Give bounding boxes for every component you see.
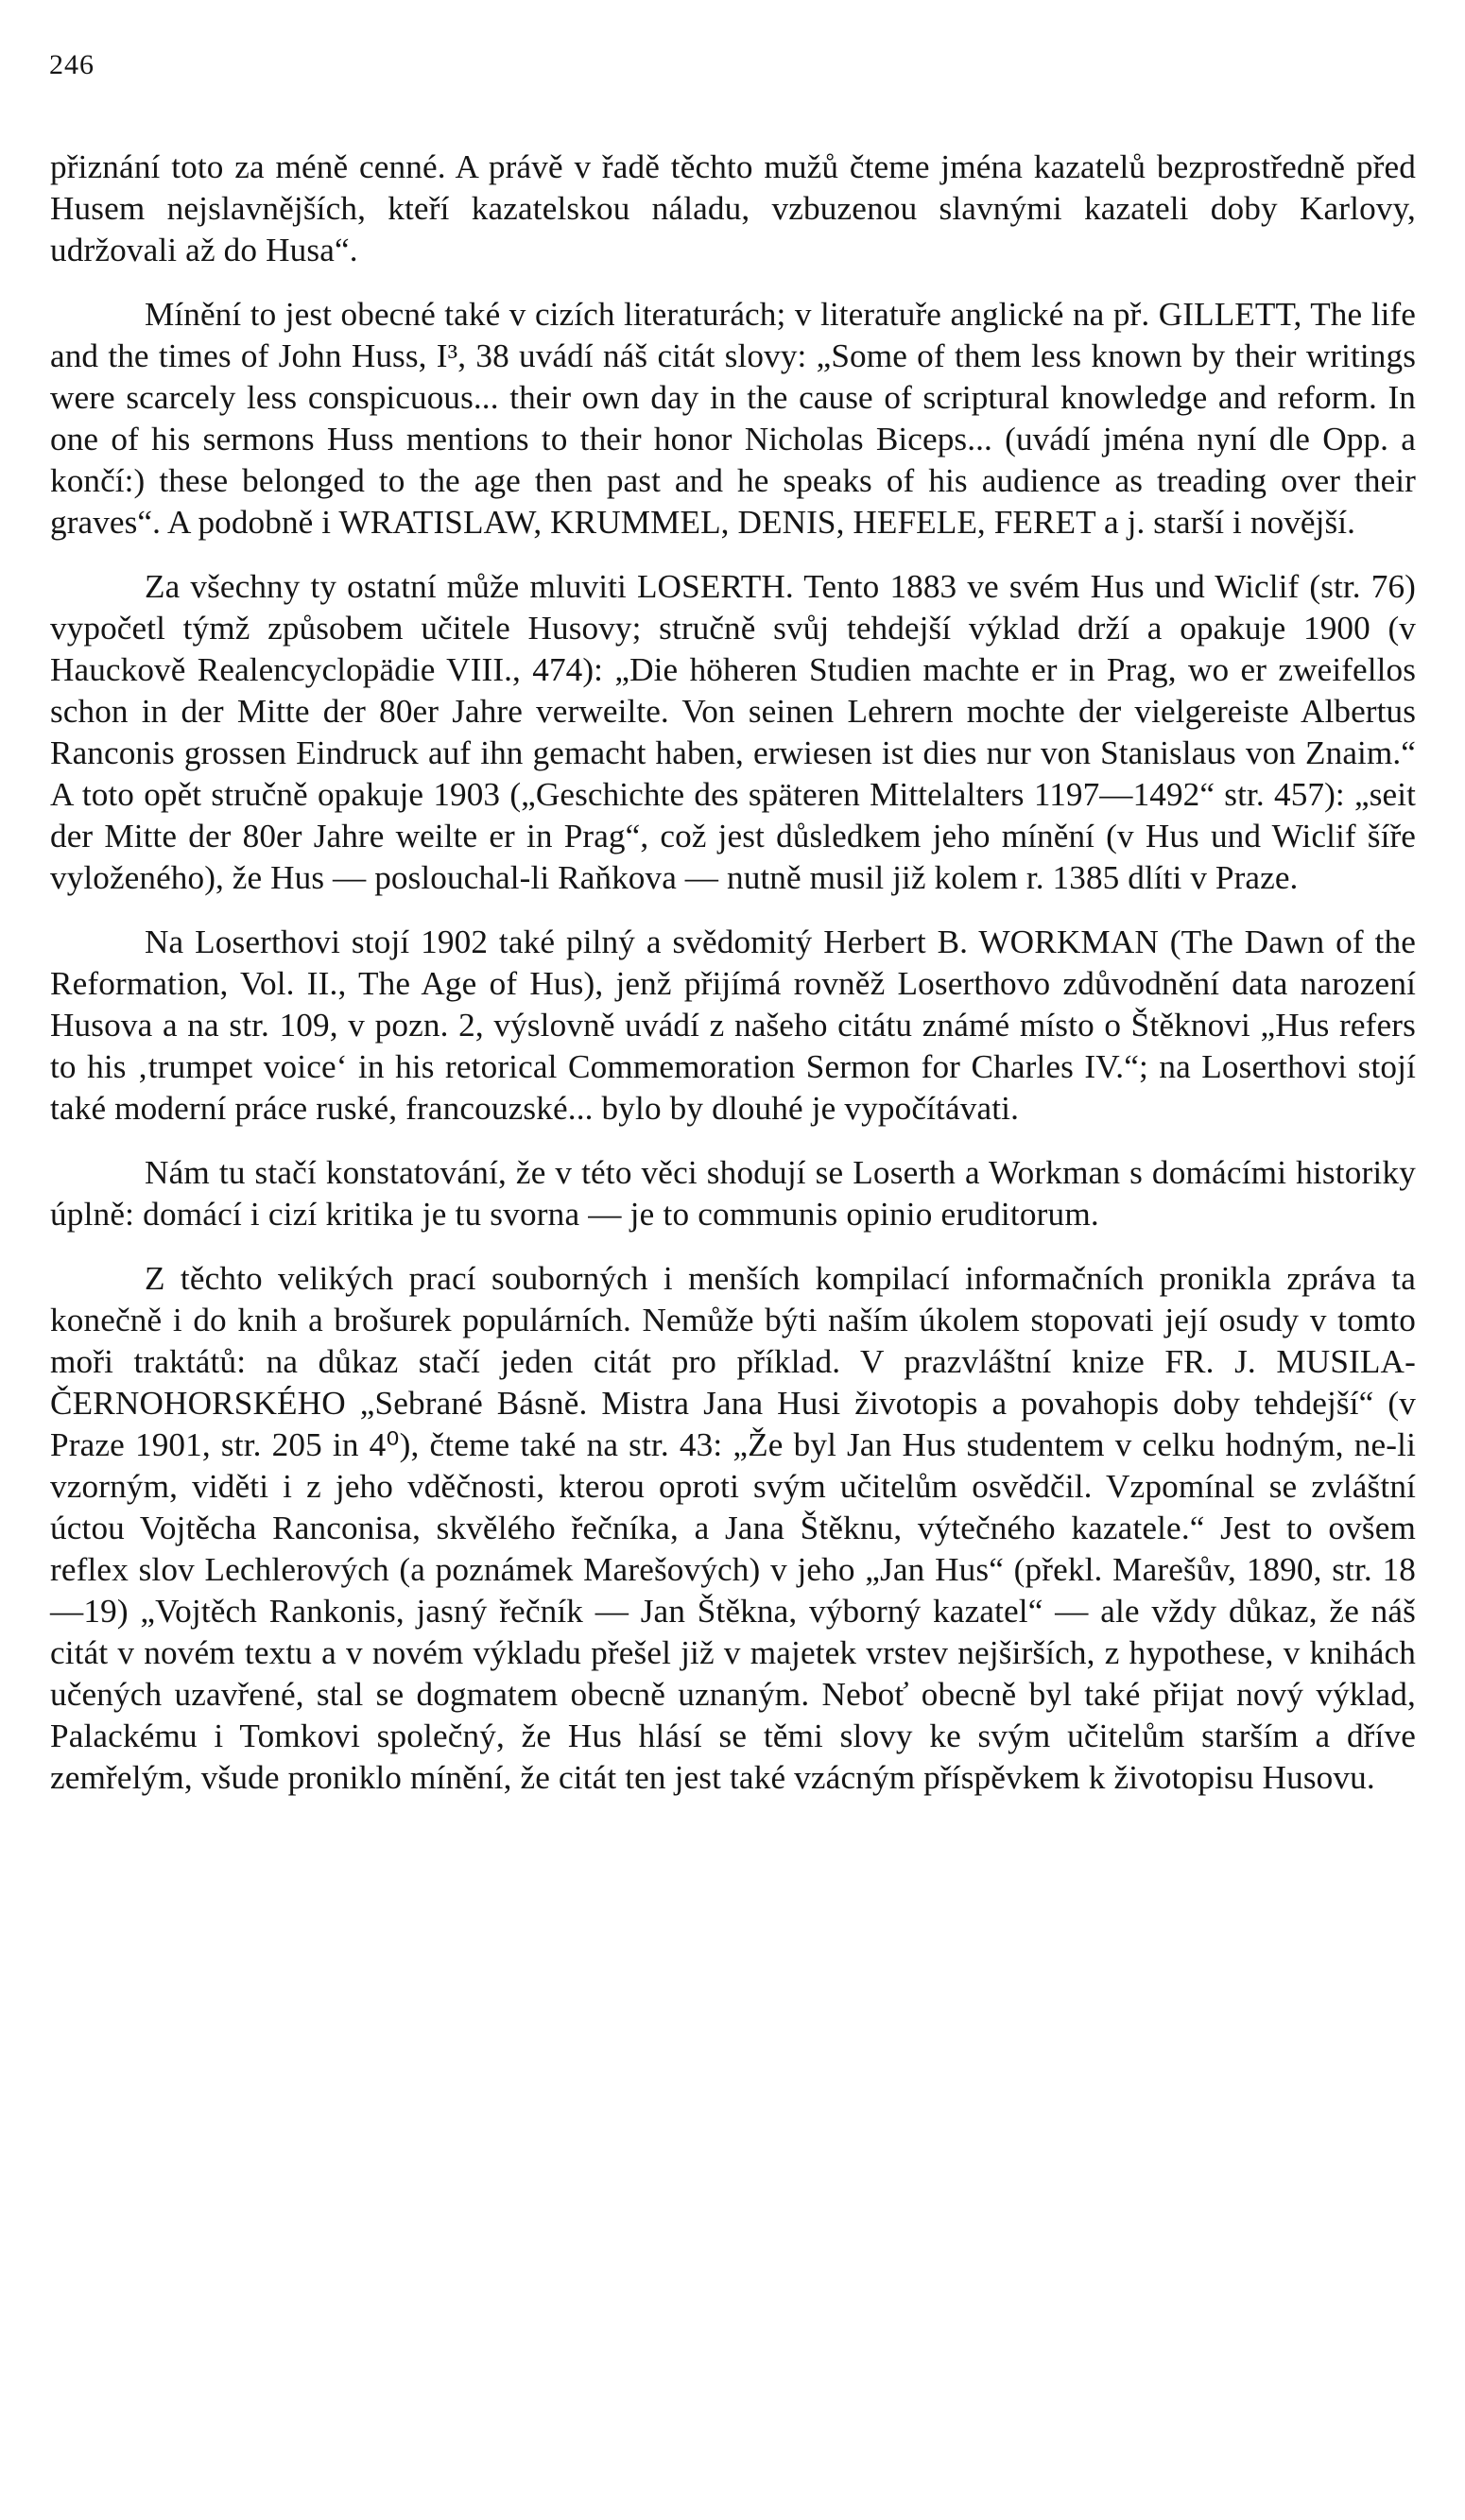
page-number: 246 — [49, 49, 95, 80]
paragraph-2: Mínění to jest obecné také v cizích literaturách; v literatuře anglické na př. GILLETT, The life and the times of John Huss, I³, 38 uvádí náš citát slovy: „Some of them less known by their writings were scarcely less conspicuous... their own day in the cause of scriptural knowledge and reform. In one of his sermons Huss mentions to their honor Nicholas Biceps... (uvádí jména nyní dle Opp. a končí:) these belonged to the age then past and he speaks of his audience as treading over their graves“. A podobně i WRATISLAW, KRUMMEL, DENIS, HEFELE, FERET a j. starší i novější. — [50, 296, 1416, 541]
text-body — [50, 147, 1416, 1821]
paragraph-1: přiznání toto za méně cenné. A právě v řadě těchto mužů čteme jména kazatelů bezprostředně před Husem nejslavnějších, kteří kazatelskou náladu, vzbuzenou slavnými kazateli doby Karlovy, udržovali až do Husa“. — [50, 148, 1416, 268]
paragraph-6: Z těchto velikých prací souborných i menších kompilací informačních pronikla zpráva ta konečně i do knih a brošurek populárních. Nemůže býti naším úkolem stopovati její osudy v tomto moři traktátů: na důkaz stačí jeden citát pro příklad. V prazvláštní knize FR. J. MUSILA-ČERNOHORSKÉHO „Sebrané Básně. Mistra Jana Husi životopis a povahopis doby tehdejší“ (v Praze 1901, str. 205 in 4⁰), čteme také na str. 43: „Že byl Jan Hus studentem v celku hodným, ne-li vzorným, viděti i z jeho vděčnosti, kterou oproti svým učitelům osvědčil. Vzpomínal se zvláštní úctou Vojtěcha Ranconisa, skvělého řečníka, a Jana Štěknu, výtečného kazatele.“ Jest to ovšem reflex slov Lechlerových (a poznámek Marešových) v jeho „Jan Hus“ (překl. Marešův, 1890, str. 18—19) „Vojtěch Rankonis, jasný řečník — Jan Štěkna, výborný kazatel“ — ale vždy důkaz, že náš citát v novém textu a v novém výkladu přešel již v majetek vrstev nejširších, z hypothese, v knihách učených uzavřené, stal se dogmatem obecně uznaným. Neboť obecně byl také přijat nový výklad, Palackému i Tomkovi společný, že Hus hlásí se těmi slovy ke svým učitelům starším a dříve zemřelým, všude proniklo mínění, že citát ten jest také vzácným příspěvkem k životopisu Husovu. — [50, 1260, 1416, 1796]
paragraph-4: Na Loserthovi stojí 1902 také pilný a svědomitý Herbert B. WORKMAN (The Dawn of the Reformation, Vol. II., The Age of Hus), jenž přijímá rovněž Loserthovo zdůvodnění data narození Husova a na str. 109, v pozn. 2, výslovně uvádí z našeho citátu známé místo o Štěknovi „Hus refers to his ‚trumpet voice‘ in his retorical Commemoration Sermon for Charles IV.“; na Loserthovi stojí také moderní práce ruské, francouzské... bylo by dlouhé je vypočítávati. — [50, 923, 1416, 1127]
paragraph-3: Za všechny ty ostatní může mluviti LOSERTH. Tento 1883 ve svém Hus und Wiclif (str. 76) vypočetl týmž způsobem učitele Husovy; stručně svůj tehdejší výklad drží a opakuje 1900 (v Hauckově Realencyclopädie VIII., 474): „Die höheren Studien machte er in Prag, wo er zweifellos schon in der Mitte der 80er Jahre verweilte. Von seinen Lehrern mochte der vielgereiste Albertus Ranconis grossen Eindruck auf ihn gemacht haben, erwiesen ist dies nur von Stanislaus von Znaim.“ A toto opět stručně opakuje 1903 („Geschichte des späteren Mittelalters 1197—1492“ str. 457): „seit der Mitte der 80er Jahre weilte er in Prag“, což jest důsledkem jeho mínění (v Hus und Wiclif šíře vyloženého), že Hus — poslouchal-li Raňkova — nutně musil již kolem r. 1385 dlíti v Praze. — [50, 568, 1416, 896]
paragraph-5: Nám tu stačí konstatování, že v této věci shodují se Loserth a Workman s domácími historiky úplně: domácí i cizí kritika je tu svorna — je to communis opinio eruditorum. — [50, 1154, 1416, 1233]
